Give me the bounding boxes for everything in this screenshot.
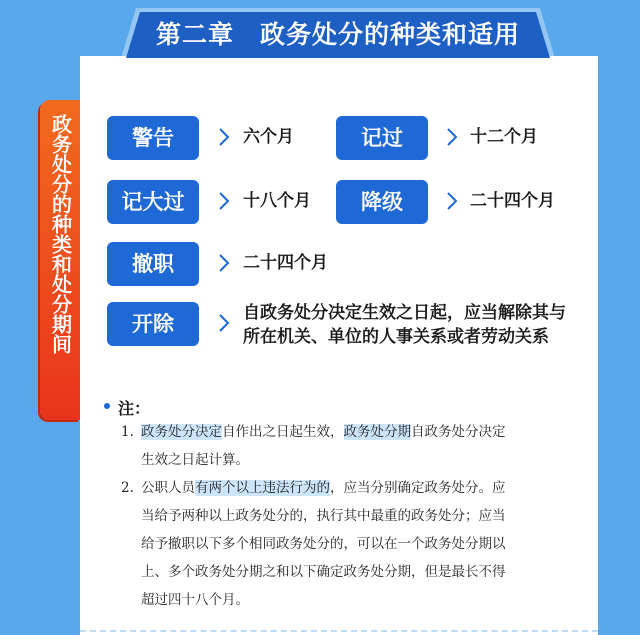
- note-text: 自政务处分决定: [411, 424, 506, 440]
- bullet-icon: [104, 403, 110, 409]
- period-expulsion-line2: 所在机关、单位的人事关系或者劳动关系: [243, 327, 549, 347]
- penalty-demotion: 降级: [336, 180, 428, 224]
- penalty-dismissal-from-post: 撤职: [107, 242, 199, 286]
- period-dismissal-from-post: 二十四个月: [243, 253, 328, 273]
- side-tab: [40, 100, 80, 420]
- chapter-banner: [118, 6, 558, 64]
- note-number: 1.: [121, 424, 134, 440]
- note-text: 给予撤职以下多个相同政务处分的，可以在一个政务处分期以: [141, 536, 506, 552]
- note-number: 2.: [121, 480, 134, 496]
- note-text: 自作出之日起生效，: [222, 424, 344, 440]
- highlight-term: 有两个以上违法行为的: [195, 480, 330, 496]
- period-demerit: 十二个月: [470, 127, 538, 147]
- note-1: [121, 418, 565, 474]
- period-expulsion-line1: 自政务处分决定生效之日起，应当解除其与: [243, 303, 566, 323]
- note-2: [121, 474, 565, 614]
- period-demotion: 二十四个月: [470, 191, 555, 211]
- note-text: 公职人员: [141, 480, 195, 496]
- note-text: 当给予两种以上政务处分的，执行其中最重的政务处分；应当: [141, 508, 506, 524]
- penalty-major-demerit: 记大过: [107, 180, 199, 224]
- chevron-right-icon: [446, 128, 458, 146]
- highlight-term: 政务处分期: [343, 424, 411, 440]
- chevron-right-icon: [218, 192, 230, 210]
- highlight-term: 政务处分决定: [141, 424, 222, 440]
- chevron-right-icon: [218, 254, 230, 272]
- chevron-right-icon: [446, 192, 458, 210]
- note-text: 生效之日起计算。: [141, 452, 249, 468]
- note-text: 上、多个政务处分期之和以下确定政务处分期，但是最长不得: [141, 564, 506, 580]
- note-text: ，应当分别确定政务处分。应: [330, 480, 506, 496]
- side-tab-label: 政务处分的种类和处分期间: [48, 114, 73, 354]
- period-warning: 六个月: [243, 127, 294, 147]
- card-divider: [80, 630, 598, 632]
- notes-heading: 注：: [118, 399, 151, 418]
- penalty-warning: 警告: [107, 116, 199, 160]
- note-text: 超过四十八个月。: [141, 592, 249, 608]
- chevron-right-icon: [218, 314, 230, 332]
- period-major-demerit: 十八个月: [243, 191, 311, 211]
- chapter-title: 第二章 政务处分的种类和适用: [155, 20, 520, 49]
- chevron-right-icon: [218, 128, 230, 146]
- penalty-expulsion: 开除: [107, 302, 199, 346]
- penalty-demerit: 记过: [336, 116, 428, 160]
